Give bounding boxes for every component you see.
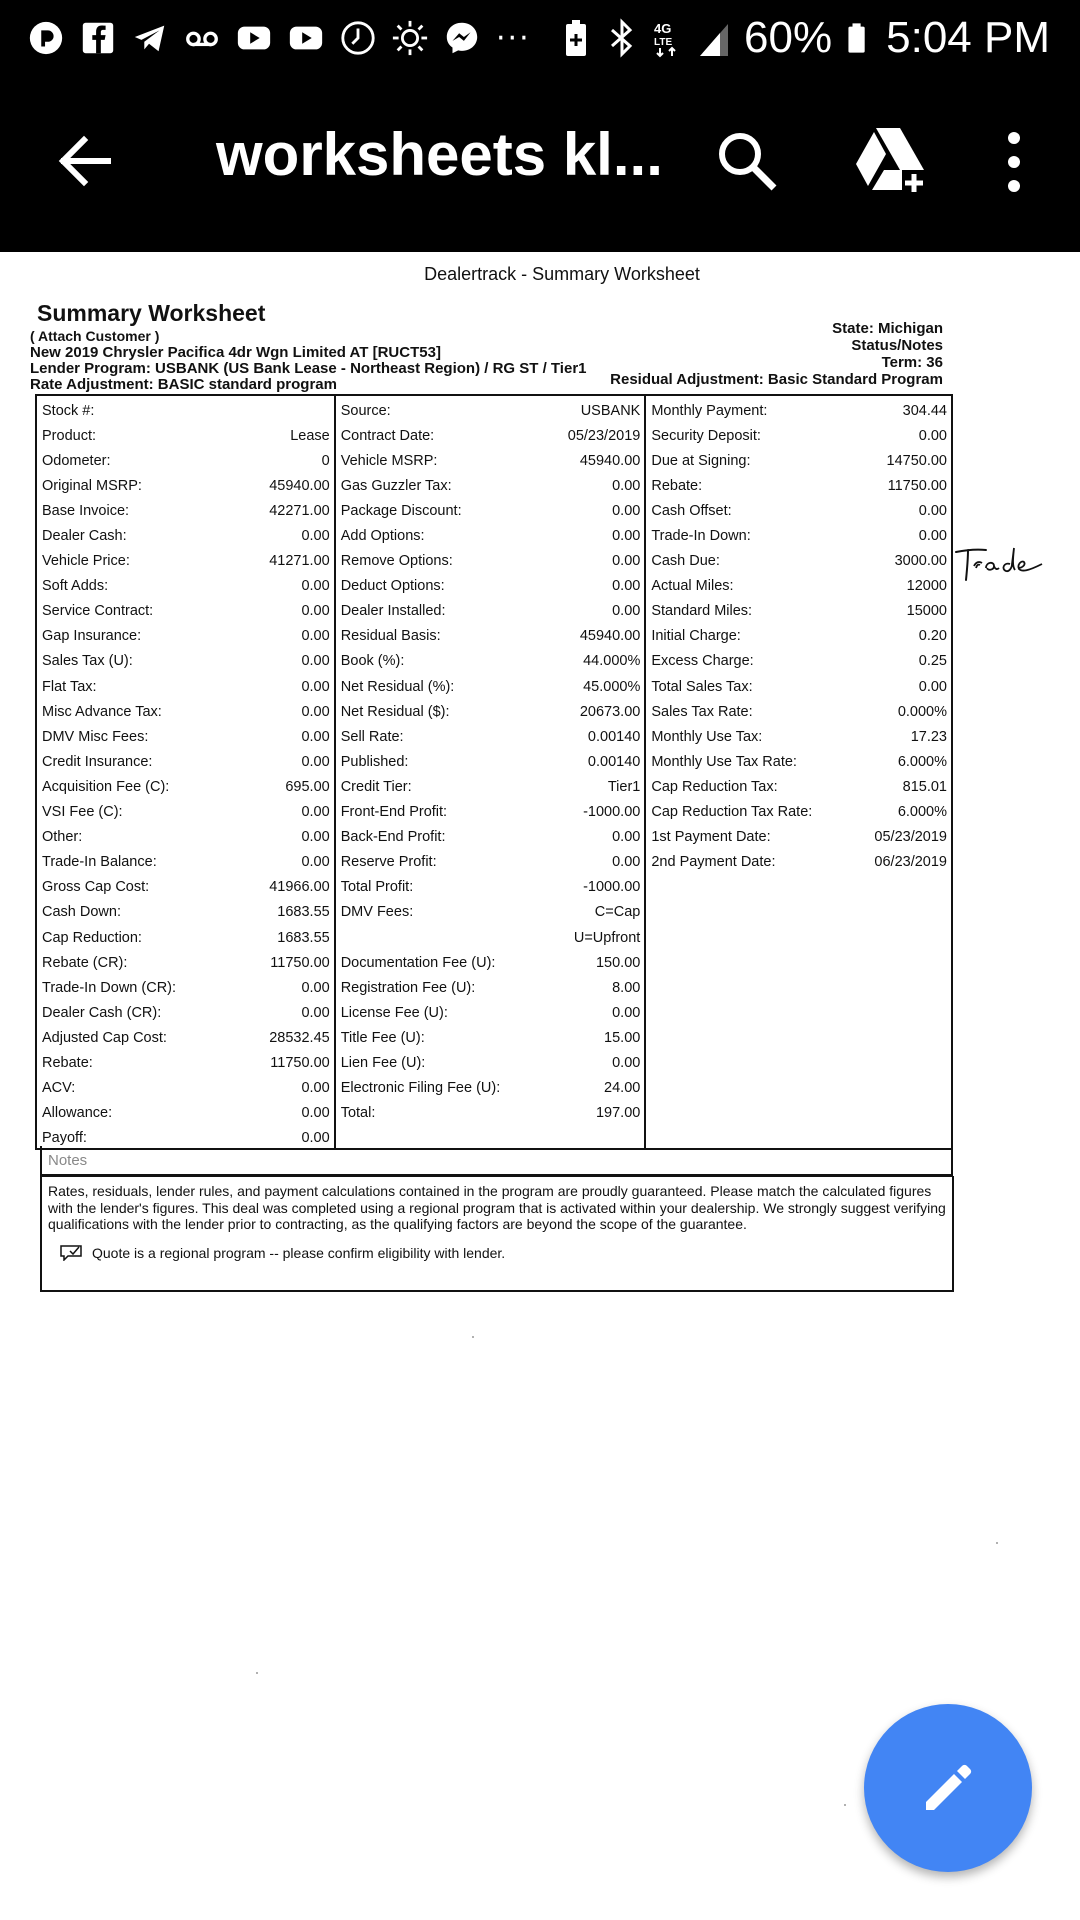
- worksheet-row: [646, 699, 951, 724]
- row-value: 11750.00: [270, 1054, 330, 1071]
- vehicle-description: New 2019 Chrysler Pacifica 4dr Wgn Limited AT [RUCT53]: [30, 344, 441, 361]
- row-value: 42271.00: [269, 502, 330, 519]
- row-value: 28532.45: [269, 1029, 330, 1046]
- worksheet-row: [336, 925, 645, 950]
- worksheet-row: [37, 448, 334, 473]
- worksheet-row: [336, 975, 645, 1000]
- row-label: Contract Date:: [340, 427, 435, 444]
- worksheet-row: [37, 674, 334, 699]
- row-label: Trade-In Balance:: [42, 854, 157, 871]
- row-value: 1683.55: [277, 904, 330, 921]
- row-value: 12000: [906, 578, 947, 595]
- row-value: 0.00: [612, 1004, 641, 1021]
- row-value: 0.00: [612, 553, 641, 570]
- row-label: Security Deposit:: [651, 427, 761, 444]
- row-value: 0.000%: [897, 703, 947, 720]
- row-value: 0.00: [918, 427, 947, 444]
- row-value: 0.00: [301, 1004, 330, 1021]
- row-label: Front-End Profit:: [340, 804, 448, 821]
- more-vert-icon[interactable]: [996, 124, 1032, 200]
- row-label: ACV:: [42, 1080, 76, 1097]
- worksheet-row: [646, 398, 951, 423]
- row-label: Base Invoice:: [42, 502, 130, 519]
- row-label: Rebate (CR):: [42, 954, 128, 971]
- row-value: 0.00: [301, 703, 330, 720]
- row-label: Credit Tier:: [340, 778, 412, 795]
- youtube-icon: [234, 18, 274, 58]
- row-label: Residual Basis:: [340, 628, 441, 645]
- row-label: Remove Options:: [340, 553, 453, 570]
- row-value: 0.25: [918, 653, 947, 670]
- voicemail-icon: [182, 18, 222, 58]
- row-label: Actual Miles:: [651, 578, 734, 595]
- youtube-icon-2: [286, 18, 326, 58]
- row-label: Soft Adds:: [42, 578, 109, 595]
- row-value: 0.00: [301, 979, 330, 996]
- row-value: 150.00: [595, 954, 641, 971]
- worksheet-row: [646, 825, 951, 850]
- worksheet-row: [336, 1000, 645, 1025]
- row-label: Dealer Cash (CR):: [42, 1004, 162, 1021]
- row-label: Cash Due:: [651, 553, 720, 570]
- worksheet-row: [37, 975, 334, 1000]
- worksheet-row: [336, 850, 645, 875]
- row-label: Acquisition Fee (C):: [42, 778, 170, 795]
- worksheet-row: [336, 1076, 645, 1101]
- row-value: 06/23/2019: [874, 854, 947, 871]
- row-label: Cap Reduction Tax:: [651, 778, 778, 795]
- notes-header: Notes: [40, 1146, 953, 1176]
- worksheet-column-3: [646, 396, 951, 1148]
- worksheet-row: [336, 498, 645, 523]
- row-value: 197.00: [595, 1105, 641, 1122]
- row-value: 0.00: [612, 603, 641, 620]
- row-value: 0.00: [918, 678, 947, 695]
- state: State: Michigan: [832, 320, 943, 337]
- row-value: 41271.00: [269, 553, 330, 570]
- brightness-icon: [390, 18, 430, 58]
- pocketcasts-icon: [26, 18, 66, 58]
- document-header: Dealertrack - Summary Worksheet: [424, 264, 700, 284]
- app-bar: [0, 76, 1080, 252]
- worksheet-row: [646, 599, 951, 624]
- row-label: Vehicle Price:: [42, 553, 130, 570]
- worksheet-table: [35, 394, 953, 1150]
- row-label: 1st Payment Date:: [651, 829, 771, 846]
- row-label: Initial Charge:: [651, 628, 741, 645]
- term: Term: 36: [881, 354, 943, 371]
- worksheet-row: [646, 423, 951, 448]
- row-label: Vehicle MSRP:: [340, 452, 438, 469]
- worksheet-row: [336, 825, 645, 850]
- worksheet-row: [336, 523, 645, 548]
- row-value: 0.00: [612, 528, 641, 545]
- row-value: 0.00: [612, 829, 641, 846]
- row-label: Allowance:: [42, 1105, 113, 1122]
- quote-note: [60, 1245, 946, 1262]
- worksheet-row: [336, 950, 645, 975]
- row-value: 0.00: [918, 528, 947, 545]
- back-arrow-icon[interactable]: [50, 126, 120, 196]
- worksheet-row: [646, 800, 951, 825]
- notification-icons: [26, 16, 531, 60]
- row-label: Package Discount:: [340, 502, 462, 519]
- row-label: Original MSRP:: [42, 477, 142, 494]
- worksheet-row: [37, 875, 334, 900]
- status-bar: [0, 0, 1080, 76]
- row-label: Net Residual ($):: [340, 703, 450, 720]
- row-value: 0.00: [612, 502, 641, 519]
- worksheet-row: [336, 574, 645, 599]
- row-value: 41966.00: [269, 879, 330, 896]
- row-value: 0.00: [612, 578, 641, 595]
- worksheet-row: [37, 473, 334, 498]
- worksheet-row: [37, 1050, 334, 1075]
- row-label: Due at Signing:: [651, 452, 751, 469]
- row-label: Source:: [340, 402, 391, 419]
- bluetooth-icon: [606, 18, 638, 58]
- row-label: Sell Rate:: [340, 728, 404, 745]
- row-value: U=Upfront: [573, 929, 641, 946]
- row-value: 45940.00: [579, 628, 641, 645]
- rate-adjustment: Rate Adjustment: BASIC standard program: [30, 376, 337, 393]
- row-value: 6.000%: [897, 753, 947, 770]
- row-value: 0.00: [612, 1054, 641, 1071]
- row-value: 0.00: [301, 678, 330, 695]
- row-label: DMV Misc Fees:: [42, 728, 149, 745]
- add-to-drive-icon[interactable]: [848, 122, 928, 198]
- worksheet-row: [646, 774, 951, 799]
- worksheet-title: Summary Worksheet: [37, 300, 266, 326]
- worksheet-row: [336, 674, 645, 699]
- row-label: Registration Fee (U):: [340, 979, 476, 996]
- worksheet-row: [37, 574, 334, 599]
- row-label: Total Profit:: [340, 879, 414, 896]
- residual-adjustment: Residual Adjustment: Basic Standard Program: [610, 371, 943, 388]
- worksheet-row: [336, 724, 645, 749]
- row-value: -1000.00: [583, 804, 641, 821]
- edit-fab-button[interactable]: [864, 1704, 1032, 1872]
- row-value: 45940.00: [579, 452, 641, 469]
- worksheet-row: [37, 774, 334, 799]
- worksheet-row: [336, 800, 645, 825]
- row-value: 0.00: [301, 854, 330, 871]
- edit-pencil-icon: [918, 1758, 978, 1818]
- row-label: Back-End Profit:: [340, 829, 446, 846]
- worksheet-row: [646, 498, 951, 523]
- row-value: 11750.00: [270, 954, 330, 971]
- row-value: 15.00: [604, 1029, 641, 1046]
- worksheet-row: [646, 850, 951, 875]
- row-value: 3000.00: [894, 553, 947, 570]
- row-value: 0.00: [301, 653, 330, 670]
- row-value: 0.00: [301, 578, 330, 595]
- row-value: 0.00: [301, 1130, 330, 1147]
- row-label: 2nd Payment Date:: [651, 854, 776, 871]
- row-label: Standard Miles:: [651, 603, 753, 620]
- row-value: 8.00: [612, 979, 641, 996]
- row-value: 24.00: [604, 1080, 641, 1097]
- row-value: 0.00: [301, 528, 330, 545]
- worksheet-row: [336, 1101, 645, 1126]
- row-value: 05/23/2019: [567, 427, 641, 444]
- row-value: 0.00: [301, 728, 330, 745]
- worksheet-row: [336, 599, 645, 624]
- document-title: worksheets kl...: [216, 121, 663, 188]
- worksheet-row: [37, 549, 334, 574]
- row-label: Gap Insurance:: [42, 628, 142, 645]
- worksheet-row: [37, 850, 334, 875]
- row-value: 0.00: [301, 1105, 330, 1122]
- row-label: Dealer Installed:: [340, 603, 446, 620]
- worksheet-row: [336, 624, 645, 649]
- row-label: Cap Reduction Tax Rate:: [651, 804, 813, 821]
- row-label: Electronic Filing Fee (U):: [340, 1080, 501, 1097]
- row-label: Adjusted Cap Cost:: [42, 1029, 167, 1046]
- worksheet-row: [336, 423, 645, 448]
- worksheet-row: [37, 1101, 334, 1126]
- row-value: Tier1: [607, 778, 641, 795]
- row-value: 45940.00: [269, 477, 330, 494]
- row-label: Service Contract:: [42, 603, 154, 620]
- row-label: VSI Fee (C):: [42, 804, 123, 821]
- worksheet-row: [646, 473, 951, 498]
- svg-text:LTE: LTE: [654, 37, 673, 48]
- row-label: Total Sales Tax:: [651, 678, 753, 695]
- lender-program: Lender Program: USBANK (US Bank Lease - Northeast Region) / RG ST / Tier1: [30, 360, 587, 377]
- worksheet-row: [37, 649, 334, 674]
- row-label: Other:: [42, 829, 83, 846]
- worksheet-row: [37, 498, 334, 523]
- row-label: Dealer Cash:: [42, 528, 127, 545]
- worksheet-row: [336, 549, 645, 574]
- worksheet-row: [37, 398, 334, 423]
- worksheet-row: [336, 1025, 645, 1050]
- worksheet-row: [646, 674, 951, 699]
- row-value: 0.00140: [587, 753, 641, 770]
- signal-icon: [698, 18, 730, 58]
- row-label: Trade-In Down:: [651, 528, 751, 545]
- row-label: Sales Tax (U):: [42, 653, 133, 670]
- system-icons: [560, 12, 1050, 64]
- worksheet-row: [646, 749, 951, 774]
- worksheet-row: [646, 574, 951, 599]
- worksheet-row: [37, 1000, 334, 1025]
- worksheet-row: [37, 925, 334, 950]
- quote-note-text: Quote is a regional program -- please confirm eligibility with lender.: [92, 1244, 506, 1261]
- row-label: Gross Cap Cost:: [42, 879, 150, 896]
- worksheet-row: [37, 1025, 334, 1050]
- row-value: 0: [321, 452, 330, 469]
- worksheet-row: [37, 1076, 334, 1101]
- row-label: Lien Fee (U):: [340, 1054, 426, 1071]
- worksheet-row: [336, 699, 645, 724]
- clock-icon: [338, 18, 378, 58]
- row-label: Gas Guzzler Tax:: [340, 477, 452, 494]
- facebook-icon: [78, 18, 118, 58]
- row-label: Add Options:: [340, 528, 425, 545]
- comment-icon: [60, 1245, 82, 1261]
- row-value: 0.00: [612, 477, 641, 494]
- notes-box: [40, 1176, 954, 1292]
- worksheet-row: [37, 800, 334, 825]
- search-icon[interactable]: [712, 126, 782, 196]
- worksheet-row: [37, 950, 334, 975]
- row-value: 17.23: [910, 728, 947, 745]
- worksheet-row: [37, 699, 334, 724]
- row-label: Documentation Fee (U):: [340, 954, 496, 971]
- row-label: Trade-In Down (CR):: [42, 979, 177, 996]
- worksheet-row: [336, 749, 645, 774]
- row-value: 0.00: [301, 829, 330, 846]
- row-value: 05/23/2019: [874, 829, 947, 846]
- row-value: 45.000%: [583, 678, 641, 695]
- telegram-icon: [130, 18, 170, 58]
- worksheet-row: [37, 749, 334, 774]
- worksheet-row: [37, 624, 334, 649]
- row-value: 0.00: [301, 628, 330, 645]
- row-value: 0.00: [301, 804, 330, 821]
- attach-customer: ( Attach Customer ): [30, 328, 160, 344]
- clock-time: 5:04 PM: [886, 13, 1050, 62]
- lte-icon: [652, 18, 684, 58]
- worksheet-row: [336, 398, 645, 423]
- row-value: 0.00: [612, 854, 641, 871]
- handwritten-note: [952, 544, 1044, 584]
- row-label: Title Fee (U):: [340, 1029, 425, 1046]
- row-value: 0.00: [301, 603, 330, 620]
- worksheet-row: [37, 825, 334, 850]
- worksheet-row: [336, 774, 645, 799]
- worksheet-column-1: [37, 396, 336, 1148]
- worksheet-column-2: [336, 396, 647, 1148]
- row-value: 0.00: [918, 502, 947, 519]
- row-value: 0.20: [918, 628, 947, 645]
- worksheet-row: [37, 599, 334, 624]
- notes-text: Rates, residuals, lender rules, and payment calculations contained in the program are proudly guaranteed. Please match the calculated figures with the lender's figures. This deal was completed using a regional program that is activated within your dealership. We strongly suggest verifying qualifications with the lender prior to contracting, as the qualifying factors are beyond the scope of the guarantee.: [48, 1183, 946, 1233]
- battery-icon: [846, 18, 872, 58]
- worksheet-row: [646, 523, 951, 548]
- worksheet-row: [336, 900, 645, 925]
- messenger-icon: [442, 18, 482, 58]
- row-label: Monthly Use Tax Rate:: [651, 753, 797, 770]
- row-value: -1000.00: [583, 879, 641, 896]
- worksheet-row: [646, 624, 951, 649]
- row-value: 44.000%: [583, 653, 641, 670]
- row-label: Cash Down:: [42, 904, 121, 921]
- document-page: [0, 252, 1080, 1920]
- row-value: 1683.55: [277, 929, 330, 946]
- row-label: Sales Tax Rate:: [651, 703, 753, 720]
- row-label: Reserve Profit:: [340, 854, 437, 871]
- row-value: 815.01: [902, 778, 947, 795]
- row-label: Flat Tax:: [42, 678, 97, 695]
- row-value: 0.00: [301, 1080, 330, 1097]
- worksheet-row: [646, 448, 951, 473]
- row-label: Excess Charge:: [651, 653, 754, 670]
- row-label: Misc Advance Tax:: [42, 703, 162, 720]
- row-label: Product:: [42, 427, 96, 444]
- svg-text:4G: 4G: [654, 21, 672, 36]
- worksheet-row: [646, 724, 951, 749]
- more-notifications-icon: ···: [496, 20, 531, 56]
- row-label: Net Residual (%):: [340, 678, 455, 695]
- row-label: Payoff:: [42, 1130, 87, 1147]
- row-value: 304.44: [902, 402, 947, 419]
- row-value: 0.00: [301, 753, 330, 770]
- row-value: 0.00140: [587, 728, 641, 745]
- worksheet-row: [37, 724, 334, 749]
- row-label: Deduct Options:: [340, 578, 445, 595]
- battery-saver-icon: [560, 18, 592, 58]
- row-label: License Fee (U):: [340, 1004, 448, 1021]
- row-value: 20673.00: [579, 703, 641, 720]
- row-label: Published:: [340, 753, 409, 770]
- worksheet-row: [646, 649, 951, 674]
- row-value: USBANK: [580, 402, 641, 419]
- row-label: Cap Reduction:: [42, 929, 142, 946]
- row-label: Stock #:: [42, 402, 95, 419]
- row-value: Lease: [290, 427, 330, 444]
- row-label: Odometer:: [42, 452, 111, 469]
- row-value: 695.00: [285, 778, 330, 795]
- worksheet-row: [37, 523, 334, 548]
- row-label: Book (%):: [340, 653, 405, 670]
- row-value: C=Cap: [594, 904, 641, 921]
- row-label: Rebate:: [651, 477, 703, 494]
- worksheet-row: [336, 448, 645, 473]
- worksheet-row: [646, 549, 951, 574]
- row-label: DMV Fees:: [340, 904, 414, 921]
- worksheet-row: [336, 1050, 645, 1075]
- battery-percent: 60%: [744, 13, 833, 62]
- row-label: Monthly Payment:: [651, 402, 768, 419]
- row-label: Monthly Use Tax:: [651, 728, 763, 745]
- row-value: 11750.00: [887, 477, 947, 494]
- row-label: Rebate:: [42, 1054, 93, 1071]
- row-label: Cash Offset:: [651, 502, 732, 519]
- worksheet-row: [336, 473, 645, 498]
- worksheet-row: [336, 649, 645, 674]
- row-value: 6.000%: [897, 804, 947, 821]
- row-label: Credit Insurance:: [42, 753, 153, 770]
- worksheet-row: [336, 875, 645, 900]
- row-label: Total:: [340, 1105, 376, 1122]
- row-value: 15000: [906, 603, 947, 620]
- row-value: 14750.00: [886, 452, 947, 469]
- worksheet-row: [37, 423, 334, 448]
- status-notes: Status/Notes: [851, 337, 943, 354]
- worksheet-row: [37, 900, 334, 925]
